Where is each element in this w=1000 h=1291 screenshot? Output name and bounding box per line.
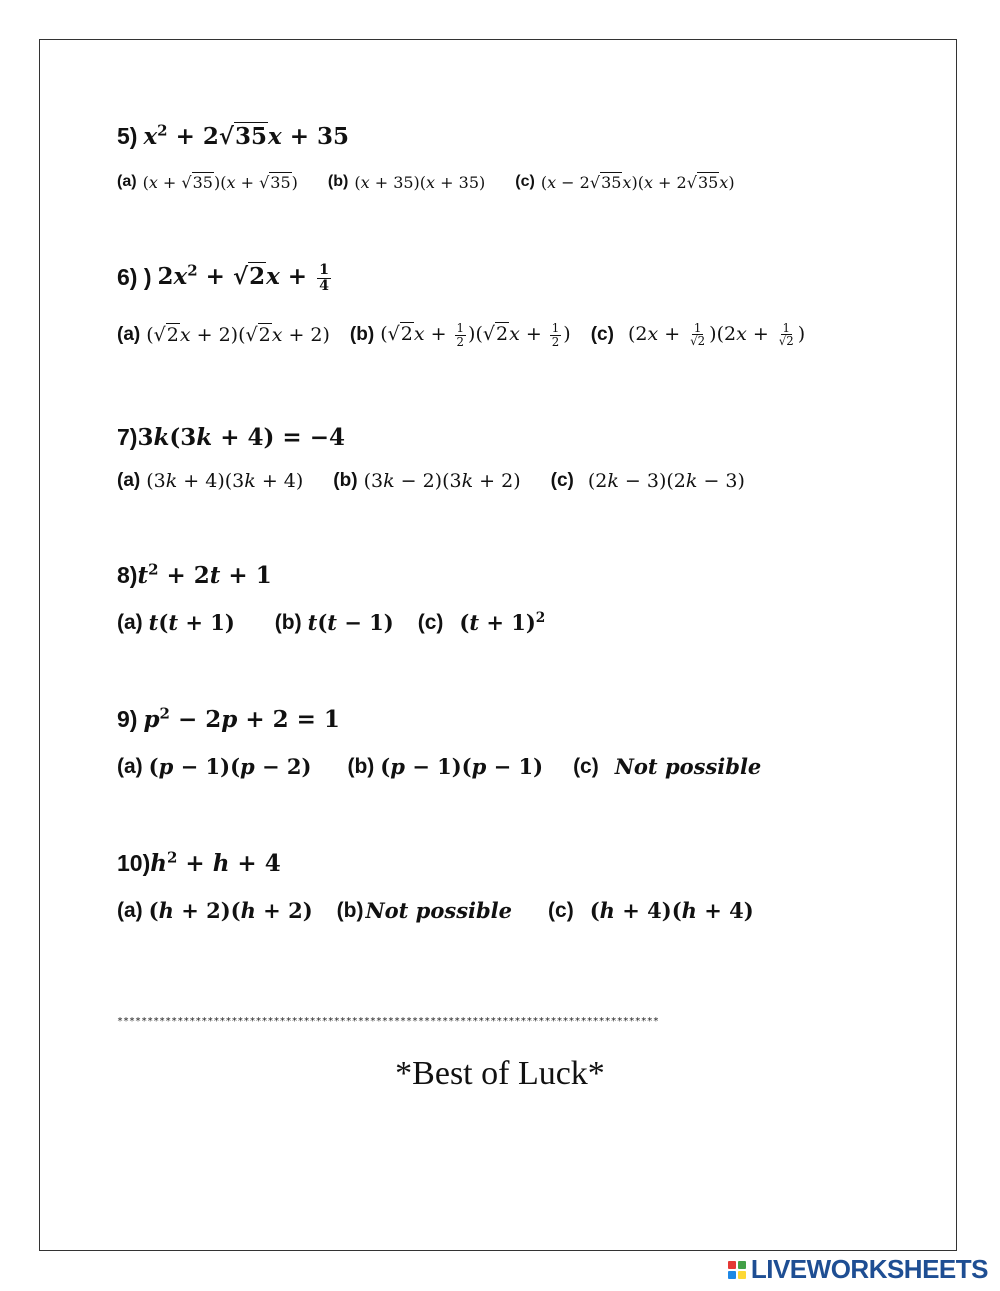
- option-b[interactable]: (b) (√ 2 x + $\frac{1}{2}$ )(√ 2 x + $\frac{1}{2}$ ): [349, 321, 571, 349]
- option-b[interactable]: (b) t(t − 1): [274, 610, 394, 635]
- option-b[interactable]: (b) (p − 1)(p − 1): [347, 754, 544, 779]
- question-10: [117, 850, 281, 877]
- option-c[interactable]: (c) (2x + $\frac{1}{√2}$ )(2x + $\frac{1}{√2}$ ): [590, 321, 806, 349]
- option-a[interactable]: (a) (p − 1)(p − 2): [117, 754, 312, 779]
- question-7: [117, 424, 345, 451]
- option-b[interactable]: (b) (x + 35)(x + 35): [327, 172, 486, 192]
- option-c[interactable]: (c) Not possible: [573, 754, 762, 779]
- question-9-prompt: 9) $p^2 - 2p + 2 = 1$: [117, 704, 340, 733]
- question-8-prompt: 8) $t^2 + 2t + 1$: [117, 560, 272, 589]
- question-10-prompt: 10) $h^2 + h + 4$: [117, 848, 281, 877]
- question-number: 10): [117, 850, 151, 876]
- question-number: 7): [117, 424, 138, 450]
- question-7-options: [117, 470, 775, 492]
- question-number: 9): [117, 706, 138, 732]
- option-a[interactable]: (a) (3k + 4)(3k + 4): [117, 470, 304, 492]
- question-10-options: [117, 898, 784, 923]
- option-a[interactable]: (a) (√ 2 x + 2)(√ 2 x + 2): [117, 323, 330, 347]
- option-a[interactable]: (a) t(t + 1): [117, 610, 235, 635]
- option-c[interactable]: (c) $(t + 1)^2$: [417, 610, 546, 635]
- question-5: [117, 122, 349, 150]
- question-number: 6) ): [117, 264, 152, 291]
- option-b[interactable]: (b) Not possible: [336, 898, 513, 923]
- logo-mark-icon: [728, 1261, 746, 1279]
- question-5-options: [117, 172, 765, 192]
- brand-name: LIVEWORKSHEETS: [750, 1254, 988, 1284]
- question-7-prompt: 7) 3k(3k + 4) = −4: [117, 424, 345, 451]
- question-9: [117, 706, 340, 733]
- question-6-options: [117, 322, 835, 348]
- separator-line: ******************************************************************************************: [117, 1016, 659, 1027]
- question-number: 5): [117, 123, 138, 149]
- liveworksheets-logo[interactable]: [728, 1254, 988, 1285]
- question-8-options: [117, 610, 575, 635]
- option-c[interactable]: (c) (2k − 3)(2k − 3): [550, 470, 745, 492]
- question-5-prompt: 5) $x^2 + 2√$ 35 x + 35: [117, 121, 350, 150]
- option-c[interactable]: (c) (h + 4)(h + 4): [548, 898, 754, 923]
- closing-message: *Best of Luck*: [395, 1055, 605, 1092]
- option-c[interactable]: (c) (x − 2√ 35 x)(x + 2√ 35 x): [515, 173, 735, 192]
- option-a[interactable]: (a) (h + 2)(h + 2): [117, 898, 313, 923]
- question-8: [117, 562, 272, 589]
- question-9-options: [117, 754, 791, 779]
- question-6-prompt: 6) ) $2x^2$ + √ 2 x + $\frac{1}{4}$: [117, 261, 330, 294]
- option-a[interactable]: (a) (x + √ 35 )(x + √ 35 ): [117, 173, 298, 192]
- question-6: [117, 262, 333, 293]
- option-b[interactable]: (b) (3k − 2)(3k + 2): [333, 470, 521, 492]
- question-number: 8): [117, 562, 138, 588]
